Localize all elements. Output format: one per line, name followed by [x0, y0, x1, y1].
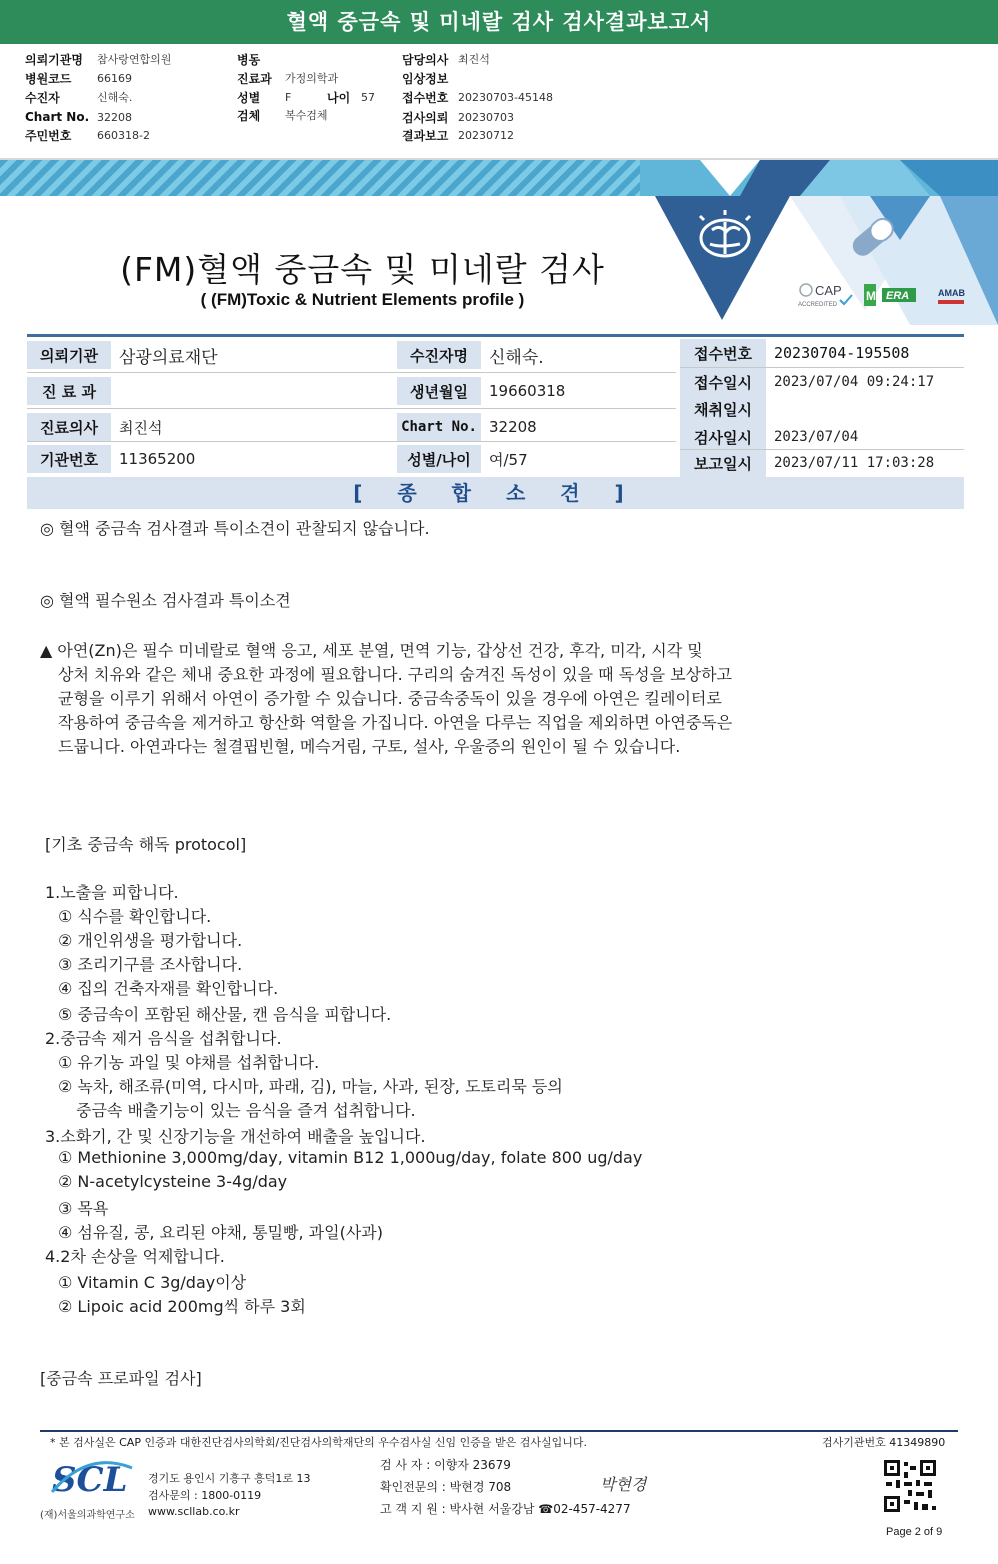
lab-inquiry: 검사문의 : 1800-0119: [148, 1489, 262, 1502]
protocol-line: 2.중금속 제거 음식을 섭취합니다.: [45, 1029, 282, 1048]
dept-value: [111, 377, 397, 405]
info-value: 57: [361, 90, 375, 104]
inst-reg-number: 검사기관번호 41349890: [822, 1436, 946, 1449]
profile-heading: [중금속 프로파일 검사]: [40, 1369, 202, 1388]
protocol-line: ① 식수를 확인합니다.: [58, 907, 212, 926]
collect-date-label: 채취일시: [680, 395, 766, 423]
info-label: 담당의사: [402, 52, 449, 67]
table-divider: [27, 441, 676, 442]
info-value: 20230703-45148: [458, 90, 553, 104]
info-value: 32208: [97, 110, 132, 124]
hospital-info: [0, 44, 998, 160]
info-label: 접수번호: [402, 90, 449, 105]
sex-age-label: 성별/나이: [397, 445, 481, 473]
amab-logo: [938, 288, 965, 304]
protocol-line: ② N-acetylcysteine 3-4g/day: [58, 1172, 288, 1191]
scl-logo-swoosh: [48, 1456, 134, 1502]
receipt-date-label: 접수일시: [680, 368, 766, 396]
patient-name-value: 신해숙.: [489, 347, 544, 368]
info-value: 20230703: [458, 110, 514, 124]
summary-line: 상처 치유와 같은 체내 중요한 과정에 필요합니다. 구리의 숨겨진 독성이 있을 때 독성을 보상하고: [58, 665, 732, 684]
doctor-label: 진료의사: [27, 413, 111, 441]
info-value: 가정의학과: [285, 72, 339, 85]
chart-no-value: 32208: [489, 418, 537, 436]
table-divider: [27, 408, 676, 409]
summary-line: 드뭅니다. 아연과다는 철결핍빈혈, 메슥거림, 구토, 설사, 우울증의 원인이 될 수 있습니다.: [58, 737, 681, 756]
info-value: F: [285, 90, 292, 104]
institution-label: 의뢰기관: [27, 341, 111, 369]
summary-line: ◎ 혈액 중금속 검사결과 특이소견이 관찰되지 않습니다.: [40, 519, 430, 538]
summary-line: 작용하여 중금속을 제거하고 항산화 역할을 가집니다. 아연을 다루는 직업을 제외하면 아연중독은: [58, 713, 733, 732]
info-label: 의뢰기관명: [25, 52, 83, 67]
info-value: 660318-2: [97, 128, 150, 142]
protocol-line: ② Lipoic acid 200mg씩 하루 3회: [58, 1297, 306, 1316]
protocol-line: ④ 집의 건축자재를 확인합니다.: [58, 979, 279, 998]
protocol-line: ① 유기농 과일 및 야채를 섭취합니다.: [58, 1053, 320, 1072]
inst-no-value: 11365200: [119, 450, 196, 468]
test-banner: [0, 160, 998, 325]
protocol-line: ⑤ 중금속이 포함된 해산물, 캔 음식을 피합니다.: [58, 1005, 392, 1024]
summary-heading: [ 종 합 소 견 ]: [27, 477, 964, 509]
banner-title: (FM)혈액 중금속 및 미네랄 검사: [120, 250, 605, 289]
test-date-value: 2023/07/04: [774, 429, 859, 445]
table-divider: [680, 449, 964, 450]
info-value: 신해숙.: [97, 91, 133, 104]
info-value: 참사랑연합의원: [97, 53, 172, 66]
svg-text:ERA: ERA: [886, 290, 910, 302]
svg-text:AMAB: AMAB: [938, 288, 965, 298]
specialist: 확인전문의 : 박현경 708: [380, 1480, 512, 1494]
protocol-line: ③ 조리기구를 조사합니다.: [58, 955, 243, 974]
info-value: 복수검체: [285, 109, 328, 122]
info-label: 병동: [237, 52, 261, 67]
info-label: 주민번호: [25, 128, 72, 143]
collect-date-value: [766, 395, 964, 423]
info-label: 수진자: [25, 90, 60, 105]
lab-website: www.scllab.co.kr: [148, 1505, 240, 1518]
dob-label: 생년월일: [397, 377, 481, 405]
protocol-line: ② 개인위생을 평가합니다.: [58, 931, 243, 950]
info-label: 검사의뢰: [402, 110, 449, 125]
svg-text:CAP: CAP: [815, 283, 842, 298]
info-label: 나이: [327, 90, 351, 105]
inst-no-label: 기관번호: [27, 445, 111, 473]
protocol-line: ④ 섬유질, 콩, 요리된 야채, 통밀빵, 과일(사과): [58, 1223, 383, 1242]
info-label: Chart No.: [25, 110, 90, 124]
summary-line: ◎ 혈액 필수원소 검사결과 특이소견: [40, 591, 291, 610]
table-divider: [27, 372, 676, 373]
patient-name-label: 수진자명: [397, 341, 481, 369]
protocol-line: ① Methionine 3,000mg/day, vitamin B12 1,000ug/day, folate 800 ug/day: [58, 1148, 643, 1167]
protocol-line: ② 녹차, 해조류(미역, 다시마, 파래, 김), 마늘, 사과, 된장, 도토리묵 등의: [58, 1077, 563, 1096]
sex-age-value: 여/57: [489, 450, 528, 469]
receipt-date-value: 2023/07/04 09:24:17: [774, 374, 935, 390]
doctor-value: 최진석: [119, 418, 163, 437]
summary-line: 균형을 이루기 위해서 아연이 증가할 수 있습니다. 중금속중독이 있을 경우에 아연은 킬레이터로: [58, 689, 722, 708]
test-date-label: 검사일시: [680, 423, 766, 451]
report-title: 혈액 중금속 및 미네랄 검사 검사결과보고서: [0, 0, 998, 44]
dept-label: 진 료 과: [27, 377, 111, 405]
banner-subtitle: ( (FM)Toxic & Nutrient Elements profile ): [200, 290, 525, 309]
qr-code-icon: [882, 1458, 938, 1514]
info-value: 20230712: [458, 128, 514, 142]
receipt-no-value: 20230704-195508: [774, 344, 910, 362]
scl-logo: SCL: [52, 1460, 128, 1500]
report-date-label: 보고일시: [680, 449, 766, 477]
chart-no-label: Chart No.: [397, 413, 481, 441]
page-number: Page 2 of 9: [886, 1526, 943, 1538]
info-value: 66169: [97, 71, 132, 85]
institution-value: 삼광의료재단: [119, 347, 218, 368]
info-label: 진료과: [237, 71, 272, 86]
lab-address: 경기도 용인시 기흥구 흥덕1로 13: [148, 1472, 311, 1485]
info-value: 최진석: [458, 53, 490, 66]
customer-support: 고 객 지 원 : 박사현 서울강남 ☎02-457-4277: [380, 1502, 631, 1516]
protocol-heading: [기초 중금속 해독 protocol]: [45, 835, 247, 854]
info-label: 결과보고: [402, 128, 449, 143]
info-label: 검체: [237, 108, 261, 123]
lab-name: (재)서울의과학연구소: [40, 1510, 135, 1521]
specialist-signature: 박현경: [600, 1475, 647, 1494]
info-label: 성별: [237, 90, 261, 105]
footer-divider: [40, 1430, 958, 1432]
info-label: 임상정보: [402, 71, 449, 86]
table-divider: [680, 367, 964, 368]
tester: 검 사 자 : 이향자 23679: [380, 1458, 511, 1472]
receipt-no-label: 접수번호: [680, 339, 766, 367]
summary-line: ▲ 아연(Zn)은 필수 미네랄로 혈액 응고, 세포 분열, 면역 기능, 갑상선 건강, 후각, 미각, 시각 및: [40, 641, 703, 660]
protocol-line: ① Vitamin C 3g/day이상: [58, 1273, 247, 1292]
report-date-value: 2023/07/11 17:03:28: [774, 455, 935, 471]
report-footer: [40, 1430, 958, 1550]
protocol-line: 4.2차 손상을 억제합니다.: [45, 1247, 225, 1266]
svg-text:ACCREDITED: ACCREDITED: [798, 302, 838, 308]
patient-info-table: [27, 334, 964, 474]
protocol-line: 1.노출을 피합니다.: [45, 883, 179, 902]
protocol-line: ③ 목욕: [58, 1199, 109, 1218]
svg-text:M: M: [866, 289, 876, 303]
dob-value: 19660318: [489, 382, 566, 400]
info-label: 병원코드: [25, 71, 72, 86]
certification-note: * 본 검사실은 CAP 인증과 대한진단검사의학회/진단검사의학재단의 우수검사실 신임 인증을 받은 검사실입니다.: [50, 1436, 588, 1449]
protocol-line: 중금속 배출기능이 있는 음식을 즐겨 섭취합니다.: [76, 1101, 416, 1120]
protocol-line: 3.소화기, 간 및 신장기능을 개선하여 배출을 높입니다.: [45, 1127, 426, 1146]
